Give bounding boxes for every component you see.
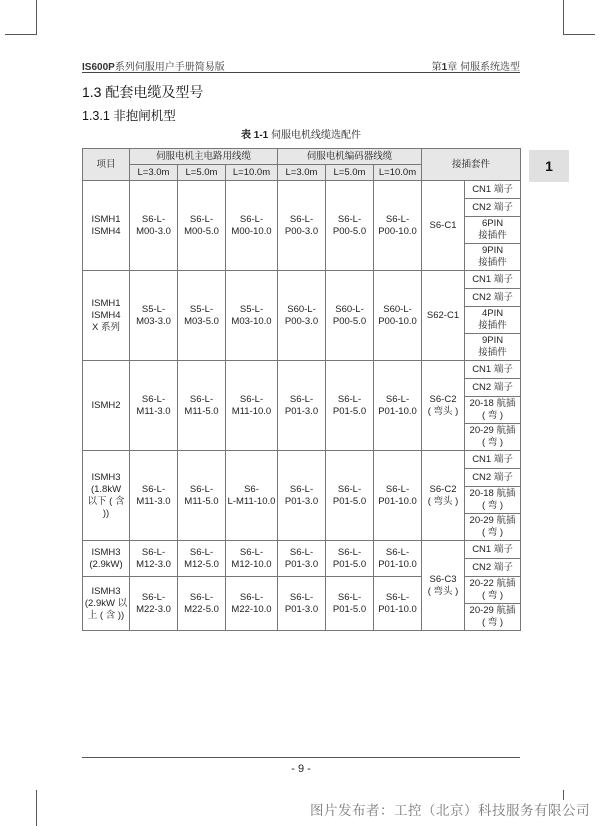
connector-part: 9PIN 接插件 (465, 244, 521, 271)
encoder-cable-model: S6-L- P01-10.0 (374, 541, 422, 577)
connector-part: CN2 端子 (465, 289, 521, 307)
publisher-watermark: 图片发布者：工控（北京）科技服务有限公司 (310, 803, 590, 818)
power-cable-model: S6-L- M00-10.0 (226, 181, 278, 271)
encoder-cable-model: S6-L- P01-3.0 (278, 361, 326, 451)
header-length: L=10.0m (374, 165, 422, 181)
encoder-cable-model: S6-L- P01-10.0 (374, 361, 422, 451)
connector-kit-model: S6-C2 ( 弯头 ) (422, 361, 465, 451)
motor-model: ISMH3 (1.8kW 以下 ( 含 )) (83, 451, 130, 541)
connector-part: CN1 端子 (465, 361, 521, 379)
power-cable-model: S6-L- M22-5.0 (178, 577, 226, 631)
header-length: L=3.0m (278, 165, 326, 181)
encoder-cable-model: S6-L- P01-5.0 (326, 451, 374, 541)
encoder-cable-model: S60-L- P00-10.0 (374, 271, 422, 361)
power-cable-model: S6-L- M11-5.0 (178, 361, 226, 451)
manual-name: 系列伺服用户手册简易版 (114, 62, 225, 73)
power-cable-model: S5-L- M03-5.0 (178, 271, 226, 361)
connector-part: 20-22 航插 ( 弯 ) (465, 577, 521, 604)
chapter-name: 章 伺服系统选型 (447, 62, 520, 73)
encoder-cable-model: S6-L- P01-5.0 (326, 577, 374, 631)
power-cable-model: S6-L- M11-10.0 (226, 361, 278, 451)
footer-rule (82, 757, 520, 758)
crop-mark (563, 34, 595, 35)
chapter-prefix: 第 (431, 62, 442, 73)
running-header-title (82, 58, 225, 73)
power-cable-model: S5-L- M03-10.0 (226, 271, 278, 361)
running-header-chapter (432, 58, 520, 73)
power-cable-model: S6-L- M00-3.0 (130, 181, 178, 271)
header-connector-kit: 接插套件 (422, 149, 521, 181)
power-cable-model: S6-L- M11-5.0 (178, 451, 226, 541)
subsection-title: 1.3.1 非抱闸机型 (82, 109, 176, 123)
power-cable-model: S6-L- M22-3.0 (130, 577, 178, 631)
header-project: 项目 (83, 149, 130, 181)
connector-part: CN1 端子 (465, 541, 521, 559)
power-cable-model: S6-L- M11-3.0 (130, 451, 178, 541)
connector-kit-model: S62-C1 (422, 271, 465, 361)
page-number: - 9 - (291, 763, 311, 775)
power-cable-model: S6-L- M12-5.0 (178, 541, 226, 577)
crop-mark (563, 0, 564, 35)
motor-model: ISMH1 ISMH4 X 系列 (83, 271, 130, 361)
table-caption-label: 表 1-1 (240, 130, 269, 141)
connector-part: 9PIN 接插件 (465, 334, 521, 361)
header-length: L=5.0m (178, 165, 226, 181)
connector-kit-model: S6-C1 (422, 181, 465, 271)
encoder-cable-model: S6-L- P00-5.0 (326, 181, 374, 271)
header-length: L=10.0m (226, 165, 278, 181)
table-caption (82, 126, 520, 141)
power-cable-model: S6-L- M12-3.0 (130, 541, 178, 577)
motor-model: ISMH3 (2.9kW) (83, 541, 130, 577)
connector-part: CN1 端子 (465, 451, 521, 469)
connector-part: CN2 端子 (465, 559, 521, 577)
connector-kit-model: S6-C2 ( 弯头 ) (422, 451, 465, 541)
crop-mark (36, 790, 37, 826)
connector-part: 20-18 航插 ( 弯 ) (465, 397, 521, 424)
encoder-cable-model: S60-L- P00-5.0 (326, 271, 374, 361)
header-length: L=5.0m (326, 165, 374, 181)
connector-part: CN2 端子 (465, 379, 521, 397)
connector-part: 20-18 航插 ( 弯 ) (465, 487, 521, 514)
connector-part: CN1 端子 (465, 181, 521, 199)
power-cable-model: S6-L- M22-10.0 (226, 577, 278, 631)
header-encoder-cable: 伺服电机编码器线缆 (278, 149, 422, 165)
encoder-cable-model: S6-L- P01-3.0 (278, 541, 326, 577)
connector-part: 20-29 航插 ( 弯 ) (465, 604, 521, 631)
encoder-cable-model: S6-L- P00-10.0 (374, 181, 422, 271)
crop-mark (5, 34, 37, 35)
power-cable-model: S6- L-M11-10.0 (226, 451, 278, 541)
cable-selection-table (82, 148, 521, 631)
connector-part: 20-29 航插 ( 弯 ) (465, 514, 521, 541)
crop-mark (36, 0, 37, 35)
header-rule (82, 72, 520, 73)
motor-model: ISMH2 (83, 361, 130, 451)
connector-part: 20-29 航插 ( 弯 ) (465, 424, 521, 451)
connector-part: 6PIN 接插件 (465, 217, 521, 244)
connector-part: CN2 端子 (465, 469, 521, 487)
encoder-cable-model: S60-L- P00-3.0 (278, 271, 326, 361)
encoder-cable-model: S6-L- P00-3.0 (278, 181, 326, 271)
encoder-cable-model: S6-L- P01-3.0 (278, 577, 326, 631)
chapter-number: 1 (441, 62, 448, 73)
encoder-cable-model: S6-L- P01-5.0 (326, 361, 374, 451)
connector-kit-model: S6-C3 ( 弯头 ) (422, 541, 465, 631)
motor-model: ISMH3 (2.9kW 以 上 ( 含 )) (83, 577, 130, 631)
power-cable-model: S5-L- M03-3.0 (130, 271, 178, 361)
connector-part: CN1 端子 (465, 271, 521, 289)
product-name: IS600P (82, 62, 115, 73)
header-length: L=3.0m (130, 165, 178, 181)
encoder-cable-model: S6-L- P01-3.0 (278, 451, 326, 541)
connector-part: CN2 端子 (465, 199, 521, 217)
encoder-cable-model: S6-L- P01-10.0 (374, 577, 422, 631)
chapter-side-tab: 1 (529, 150, 569, 182)
table-caption-text: 伺服电机线缆选配件 (268, 130, 361, 141)
section-title: 1.3 配套电缆及型号 (82, 84, 204, 100)
encoder-cable-model: S6-L- P01-10.0 (374, 451, 422, 541)
motor-model: ISMH1 ISMH4 (83, 181, 130, 271)
connector-part: 4PIN 接插件 (465, 307, 521, 334)
header-power-cable: 伺服电机主电路用线缆 (130, 149, 278, 165)
power-cable-model: S6-L- M11-3.0 (130, 361, 178, 451)
encoder-cable-model: S6-L- P01-5.0 (326, 541, 374, 577)
power-cable-model: S6-L- M00-5.0 (178, 181, 226, 271)
power-cable-model: S6-L- M12-10.0 (226, 541, 278, 577)
